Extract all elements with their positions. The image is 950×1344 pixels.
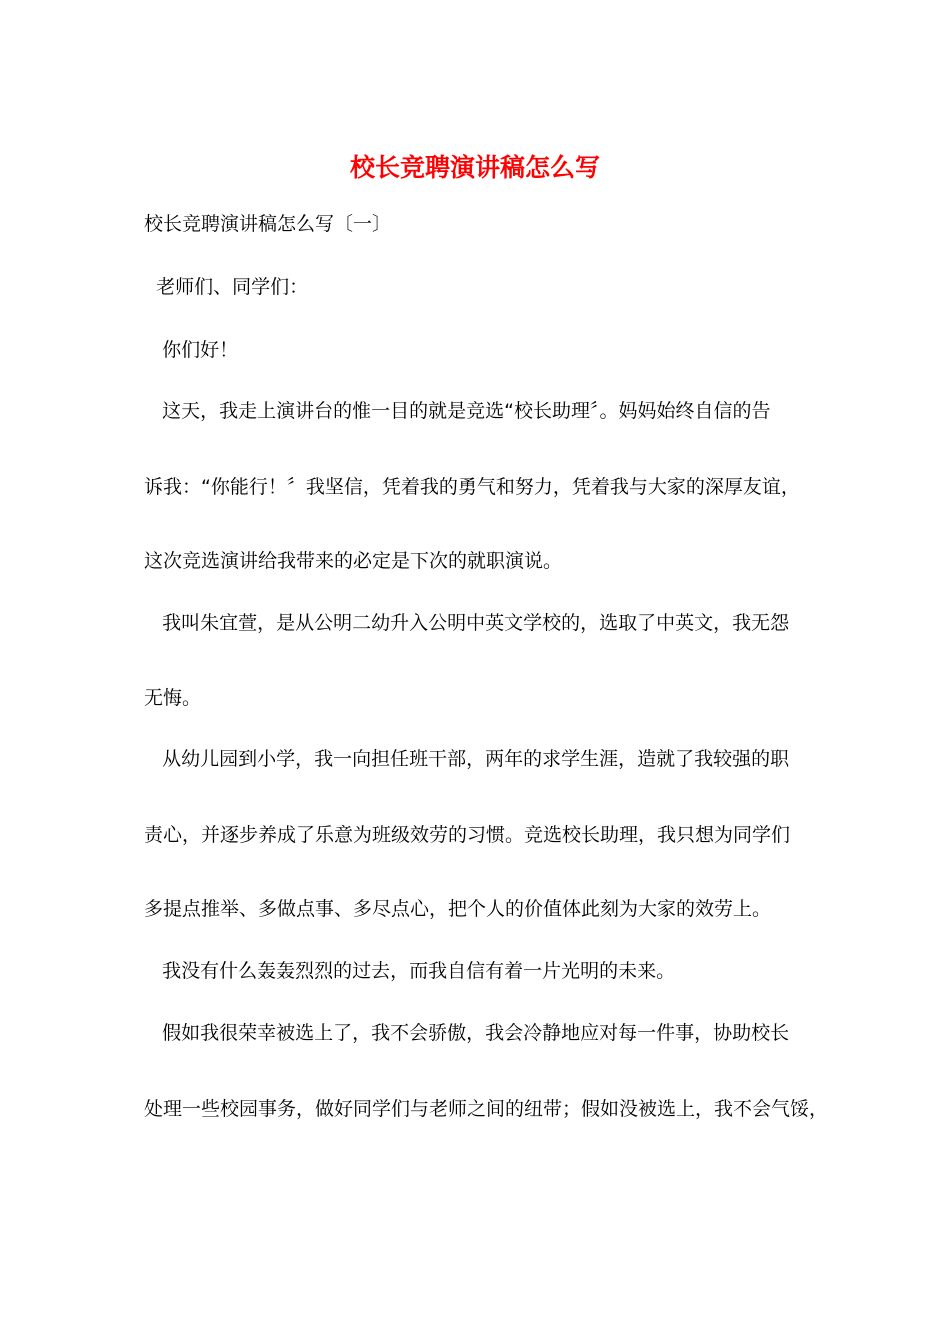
paragraph-line: 我没有什么轰轰烈烈的过去，而我自信有着一片光明的未来。 xyxy=(144,960,676,982)
paragraph-line: 责心，并逐步养成了乐意为班级效劳的习惯。竞选校长助理，我只想为同学们 xyxy=(144,824,791,846)
paragraph-line: 这天，我走上演讲台的惟一目的就是竞选“校长助理〞。妈妈始终自信的告 xyxy=(144,400,771,422)
paragraph-line: 处理一些校园事务，做好同学们与老师之间的纽带；假如没被选上，我不会气馁， xyxy=(144,1098,829,1120)
paragraph-line: 我叫朱宜萱，是从公明二幼升入公明中英文学校的，选取了中英文，我无怨 xyxy=(144,612,790,634)
greeting-line: 你们好！ xyxy=(144,339,239,361)
paragraph-line: 诉我：“你能行！〞我坚信，凭着我的勇气和努力，凭着我与大家的深厚友谊， xyxy=(144,476,800,498)
paragraph-line: 无悔。 xyxy=(144,687,202,709)
section-heading: 校长竞聘演讲稿怎么写〔一〕 xyxy=(144,213,392,235)
salutation-line: 老师们、同学们： xyxy=(144,276,309,298)
paragraph-line: 多提点推举、多做点事、多尽点心，把个人的价值体此刻为大家的效劳上。 xyxy=(144,898,772,920)
document-title: 校长竞聘演讲稿怎么写 xyxy=(349,153,600,182)
paragraph-line: 从幼儿园到小学，我一向担任班干部，两年的求学生涯，造就了我较强的职 xyxy=(144,748,790,770)
paragraph-line: 这次竞选演讲给我带来的必定是下次的就职演说。 xyxy=(144,550,563,572)
paragraph-line: 假如我很荣幸被选上了，我不会骄傲，我会冷静地应对每一件事，协助校长 xyxy=(144,1022,790,1044)
